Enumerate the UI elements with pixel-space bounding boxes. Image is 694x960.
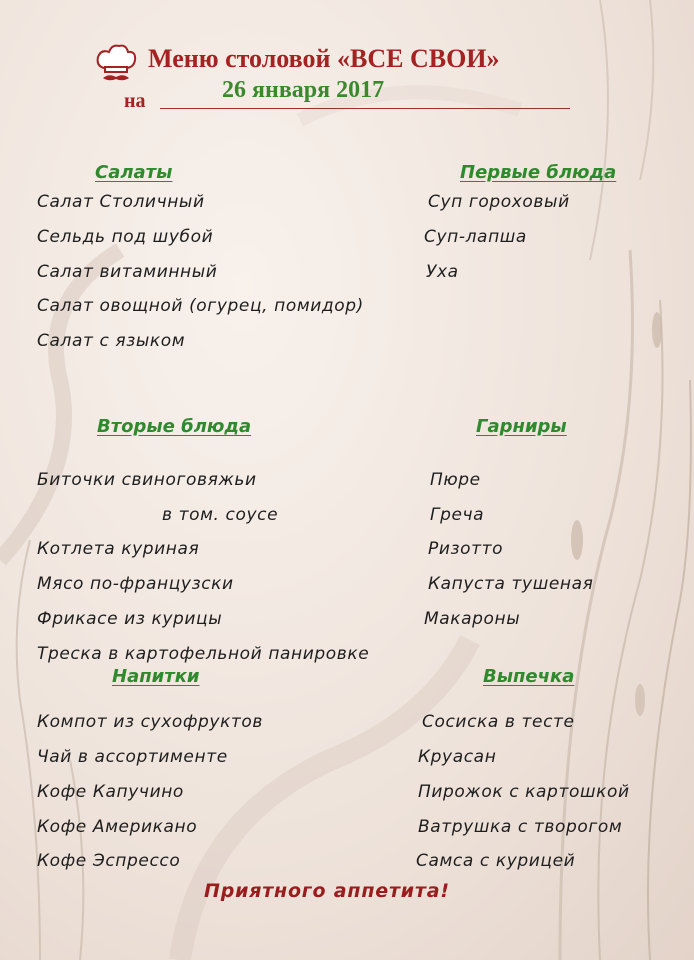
- menu-item: Биточки свиноговяжьи: [37, 470, 257, 490]
- menu-item: Ризотто: [428, 539, 504, 559]
- section-title-sides: Гарниры: [476, 416, 567, 437]
- menu-item: Суп-лапша: [424, 227, 527, 247]
- menu-item: Сельдь под шубой: [37, 227, 214, 247]
- menu-item: Сосиска в тесте: [422, 712, 575, 732]
- menu-item: Котлета куриная: [37, 539, 200, 559]
- section-title-salads: Салаты: [95, 162, 173, 183]
- footer-wish: Приятного аппетита!: [204, 880, 450, 902]
- menu-item: Мясо по-французски: [37, 574, 234, 594]
- menu-item: Греча: [430, 505, 485, 525]
- menu-item: Пирожок с картошкой: [418, 782, 630, 802]
- menu-title: Меню столовой «ВСЕ СВОИ»: [148, 44, 500, 73]
- menu-date: 26 января 2017: [222, 77, 385, 103]
- menu-item: Салат овощной (огурец, помидор): [37, 296, 364, 316]
- menu-item: Суп гороховый: [428, 192, 570, 212]
- menu-item: Капуста тушеная: [428, 574, 594, 594]
- menu-item: Макароны: [424, 609, 521, 629]
- menu-item: Салат витаминный: [37, 262, 218, 282]
- date-underline: [160, 108, 570, 109]
- section-title-first-courses: Первые блюда: [460, 162, 617, 183]
- menu-item: Салат Столичный: [37, 192, 205, 212]
- menu-item: Круасан: [418, 747, 497, 767]
- menu-item: в том. соусе: [162, 505, 279, 525]
- section-title-drinks: Напитки: [112, 666, 200, 687]
- menu-item: Самса с курицей: [416, 851, 576, 871]
- chef-hat-mustache-icon: [94, 42, 138, 84]
- menu-item: Фрикасе из курицы: [37, 609, 223, 629]
- menu-item: Пюре: [430, 470, 481, 490]
- section-title-pastry: Выпечка: [483, 666, 575, 687]
- menu-item: Кофе Эспрессо: [37, 851, 181, 871]
- section-title-main-courses: Вторые блюда: [97, 416, 252, 437]
- menu-item: Чай в ассортименте: [37, 747, 228, 767]
- date-prefix: на: [124, 90, 146, 112]
- menu-item: Кофе Капучино: [37, 782, 184, 802]
- menu-item: Компот из сухофруктов: [37, 712, 264, 732]
- menu-item: Ватрушка с творогом: [418, 817, 623, 837]
- menu-item: Салат с языком: [37, 331, 186, 351]
- menu-item: Треска в картофельной панировке: [37, 644, 370, 664]
- menu-item: Уха: [426, 262, 459, 282]
- menu-item: Кофе Американо: [37, 817, 198, 837]
